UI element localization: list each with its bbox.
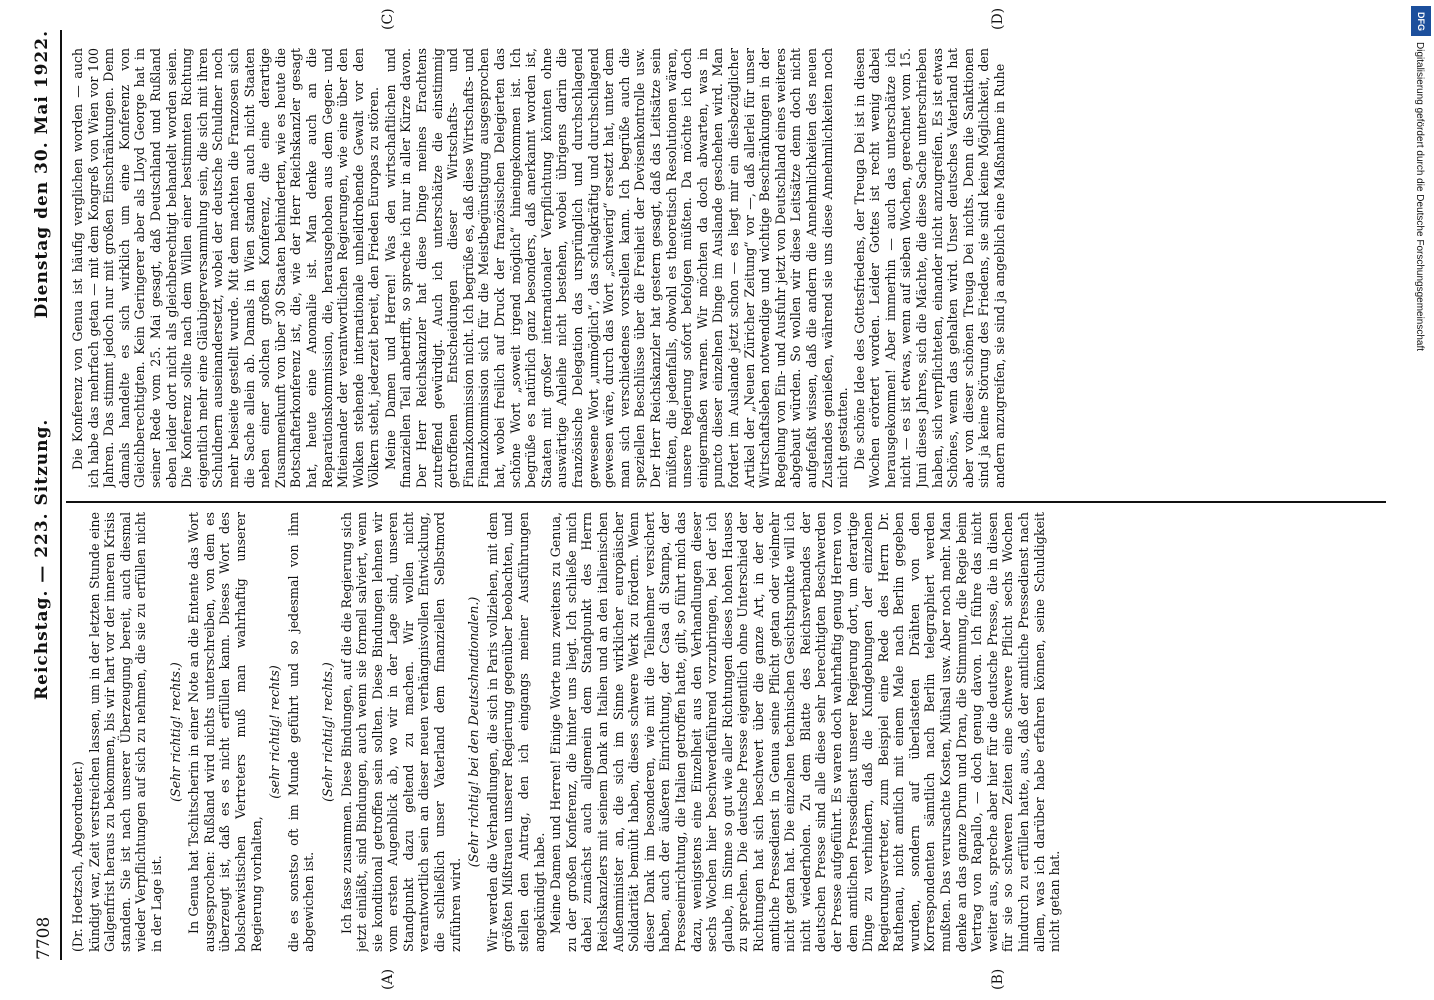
paragraph: Wir werden die Verhandlungen, die sich in Paris vollziehen, mit dem größten Mißtrauen unserer Regierung gegenüber beobachten, und stellen den Antrag, den ich eingangs meiner Ausführungen angekündigt habe. xyxy=(484,512,547,952)
right-column xyxy=(70,48,1400,488)
paragraph: Meine Damen und Herren! Einige Worte nun zweitens zu Genua, zu der großen Konferenz, die hinter uns liegt. Ich schließe mich dabei zunächst auch allgemein dem Standpunkt des Herrn Reichskanzlers mit seinem Dank an Italien und an den italienischen Außenminister an, die sich im Sinne wirklicher europäischer Solidarität bemüht haben, dieses schwere Werk zu fördern. Wenn dieser Dank im besonderen, wie mit die Teilnehmer versichert haben, auch der äußeren Einrichtung, der Casa di Stampa, der Presseeinrichtung, die Italien getroffen hatte, gilt, so führt mich das dazu, wenigstens eine Einzelheit aus den Verhandlungen dieser sechs Wochen hier beschwerdeführend vorzubringen, bei der ich glaube, im Sinne so gut wie aller Richtungen dieses hohen Hauses zu sprechen. Die deutsche Presse eigentlich ohne Unterschied der Richtungen hat sich beschwert über die ganze Art, in der der amtliche Pressedienst in Genua seine Pflicht getan oder vielmehr nicht getan hat. Die einzelnen technischen Gesichtspunkte will ich nicht wiederholen. Zu dem Blatte des Reichsverbandes der deutschen Presse sind alle diese sehr berechtigten Beschwerden der Presse aufgeführt. Es waren doch wahrhaftig genug Herren von dem amtlichen Pressedienst unserer Regierung dort, um derartige Dinge zu verhindern, daß die Kundgebungen der einzelnen Regierungsvertreter, zum Beispiel eine Rede des Herrn Dr. Rathenau, nicht amtlich mit einem Male nach Berlin gegeben wurden, sondern auf überlasteten Drähten von den Korrespondenten sämtlich nach Berlin telegraphiert werden mußten. Das verursachte Kosten, Mühsal usw. Aber noch mehr. Man denke an das ganze Drum und Dran, die Stimmung, die Regie beim Vertrag von Rapallo, — doch genug davon. Ich führe das nicht weiter aus, spreche aber hier für die deutsche Presse, die in diesen für sie so schweren Zeiten eine schwere Pflicht sechs Wochen hindurch zu erfüllen hatte, aus, daß der amtliche Pressedienst nach allem, was ich darüber habe erfahren können, seine Schuldigkeit nicht getan hat. xyxy=(548,512,1063,952)
margin-mark-a: (A) xyxy=(380,968,396,990)
paragraph: Meine Damen und Herren! Was den wirtschaftlichen und finanziellen Teil anbetrifft, so spreche ich nur in aller Kürze davon. Der Herr Reichskanzler hat diese Dinge meines Erachtens zutreffend gewürdigt. Auch ich unterschätze die einstimmig getroffenen Entscheidungen dieser Wirtschafts- und Finanzkommission nicht. Ich begrüße es, daß diese Wirtschafts- und Finanzkommission sich für die Meistbegünstigung ausgesprochen hat, wobei freilich auf Druck der französischen Delegierten das schöne Wort „soweit irgend möglich“ hineingekommen ist. Ich begrüße es natürlich ganz besonders, daß anerkannt worden ist, Staaten mit großer internationaler Verpflichtung könnten ohne auswärtige Anleihe nicht bestehen, wobei übrigens darin die französische Delegation das ursprünglich und durchschlagend gewesene Wort „unmöglich“, das schlagkräftig und durchschlagend gewesen wäre, durch das Wort „schwierig“ ersetzt hat, unter dem man sich verschiedenes vorstellen kann. Ich begrüße auch die speziellen Beschlüsse über die Freiheit der Devisenkontrolle usw. Der Herr Reichskanzler hat gestern gesagt, daß das Leitsätze sein müßten, die jedenfalls, obwohl es theoretisch Resolutionen wären, unsere Regierung sofort befolgen müßten. Da möchte ich doch einigermaßen warnen. Wir möchten da doch abwarten, was in puncto dieser einzelnen Dinge im Auslande geschehen wird. Man fordert im Auslande jetzt schon — es liegt mir ein diesbezüglicher Artikel der „Neuen Züricher Zeitung“ vor —, daß allerlei für unser Wirtschaftsleben notwendige und wichtige Beschränkungen in der Regelung von Ein- und Ausfuhr jetzt von Deutschland eines weiteres abgebaut würden. So wollen wir diese Leitsätze denn doch nicht aufgefaßt wissen, daß die andern die Annehmlichkeiten des neuen Zustandes genießen, während sie uns diese Annehmlichkeiten noch nicht gestatten. xyxy=(382,48,851,488)
paragraph: kündigt war, Zeit verstreichen lassen, um in der letzten Stunde eine Galgenfrist heraus zu bekommen, bis wir hart vor der inneren Krisis standen. Sie ist nach unserer Überzeugung bereit, auch diesmal wieder Verpflichtungen auf sich zu nehmen, die sie zu erfüllen nicht in der Lage ist. xyxy=(86,512,164,952)
page-number: 7708 xyxy=(34,916,54,960)
digitization-credit: Digitalisierung gefördert durch die Deutsche Forschungsgemeinschaft xyxy=(1414,42,1425,352)
page-header xyxy=(30,30,58,960)
interjection: (Sehr richtig! rechts.) xyxy=(167,662,183,802)
margin-mark-d: (D) xyxy=(990,7,1006,30)
paragraph: die es sonstso oft im Munde geführt und so jedesmal von ihm abgewichen ist. xyxy=(285,512,317,952)
interjection: (sehr richtig! rechts) xyxy=(267,665,283,799)
paragraph: In Genua hat Tschitscherin in einer Note an die Entente das Wort ausgesprochen: Rußland wird nichts unterschreiben, von dem es überzeugt ist, daß es es nicht erfüllen kann. Dieses Wort des bolschewistischen Vertreters muß man wahrhaftig unserer Regierung vorhalten, xyxy=(186,512,264,952)
interjection: (Sehr richtig! bei den Deutschnationalen.) xyxy=(466,596,482,868)
digitization-sidebar xyxy=(1408,0,1434,1000)
session-title: Reichstag. — 223. Sitzung. xyxy=(32,418,52,700)
paragraph: (Dr. Hoetzsch, Abgeordneter.) xyxy=(70,761,85,952)
left-column xyxy=(70,512,1400,952)
paragraph: Die schöne Idee des Gottesfriedens, der Treuga Dei ist in diesen Wochen erörtert worden. Leider Gottes ist recht wenig dabei herausgekommen! Aber immerhin — auch das unterschätze ich nicht — es ist etwas, wenn auf sieben Wochen, gerechnet vom 15. Juni dieses Jahres, sich die Mächte, die diese Sache unterschrieben haben, sich verpflichteten, einander nicht anzugreifen. Es ist etwas Schönes, wenn das gehalten wird. Unser deutsches Vaterland hat aber von dieser schönen Treuga Dei nichts. Denn die Sanktionen sind ja keine Störung des Friedens, sie sind keine Möglichkeit, den andern anzugreifen, sie sind ja angeblich eine Maßnahme in Ruhe xyxy=(851,48,1008,488)
paragraph: Ich fasse zusammen. Diese Bindungen, auf die die Regierung sich jetzt einläßt, sind Bindungen, auch wenn sie formell salviert, wenn sie konditional getroffen sein sollten. Diese Bindungen lehnen wir vom ersten Augenblick ab, wo wir in der Lage sind, unseren Standpunkt dazu geltend zu machen. Wir wollen nicht verantwortlich sein an dieser neuen verhängnisvollen Entwicklung, die schließlich unser Vaterland dem finanziellen Selbstmord zuführen wird. xyxy=(338,512,463,952)
interjection: (Sehr richtig! rechts.) xyxy=(319,662,335,802)
session-date: Dienstag den 30. Mai 1922. xyxy=(32,30,52,319)
header-rule xyxy=(60,30,62,960)
paragraph: Die Konferenz von Genua ist häufig verglichen worden — auch ich habe das mehrfach getan — mit dem Kongreß von Wien vor 100 Jahren. Das stimmt jedoch nur mit großen Einschränkungen. Denn damals handelte es sich wirklich um eine Konferenz von Gleichberechtigten. Kein Geringerer aber als Lloyd George hat in seiner Rede vom 25. Mai gesagt, daß Deutschland und Rußland eben leider dort nicht als gleichberechtigt behandelt worden seien. Die Konferenz sollte nach dem Willen einer bestimmten Richtung eigentlich mehr eine Gläubigerversammlung sein, die sich mit ihren Schuldnern auseinandersetzt, wobei der deutsche Schuldner noch mehr beiseite gestellt wurde. Mit dem machten die Franzosen sich die Sache allein ab. Damals in Wien standen auch nicht Staaten neben einer solchen großen Konferenz, die eine derartige Zusammenkunft von über 30 Staaten behinderten, wie es heute die Botschafterkonferenz ist, die, wie der Herr Reichskanzler gesagt hat, heute eine Anomalie ist. Man denke auch an die Reparationskommission, die, herausgehoben aus dem Gegen- und Miteinander der verantwortlichen Regierungen, wie eine über den Wolken stehende internationale unheildrohende Gewalt vor den Völkern steht, jederzeit bereit, den Frieden Europas zu stören. xyxy=(70,48,382,488)
margin-mark-c: (C) xyxy=(380,8,396,30)
column-divider xyxy=(66,501,1386,503)
margin-mark-b: (B) xyxy=(990,968,1006,990)
dfg-logo: DFG xyxy=(1411,6,1431,36)
